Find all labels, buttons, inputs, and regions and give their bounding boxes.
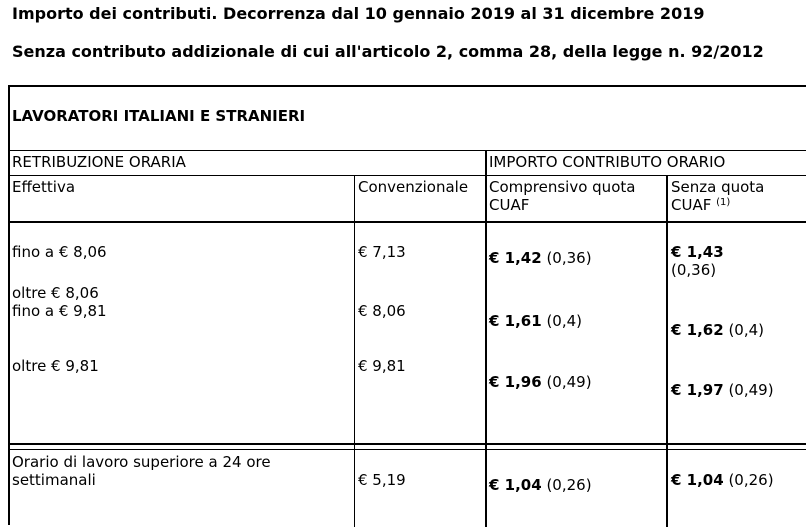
- row4-effettiva-line1: Orario di lavoro superiore a 24 ore: [12, 453, 271, 471]
- header-convenzionale: Convenzionale: [358, 178, 469, 196]
- header-senza-cuaf: CUAF: [671, 196, 712, 214]
- table-rule: [10, 150, 806, 151]
- row1-convenzionale: € 7,13: [358, 243, 406, 261]
- row3-effettiva: oltre € 9,81: [12, 357, 99, 375]
- row2-effettiva-line1: oltre € 8,06: [12, 284, 99, 302]
- row3-senza-value: € 1,97: [671, 381, 724, 399]
- row1-comprensivo-cuaf: (0,36): [546, 249, 592, 267]
- row4-effettiva: [12, 453, 271, 489]
- row4-comprensivo: [489, 476, 592, 494]
- header-importo: IMPORTO CONTRIBUTO ORARIO: [489, 153, 726, 171]
- row1-senza: [671, 243, 724, 279]
- row4-senza-value: € 1,04: [671, 471, 724, 489]
- footnote-ref: (1): [716, 197, 731, 208]
- row3-convenzionale: € 9,81: [358, 357, 406, 375]
- header-comprensivo-line2: CUAF: [489, 196, 530, 214]
- row3-comprensivo-value: € 1,96: [489, 373, 542, 391]
- row4-senza-cuaf: (0,26): [728, 471, 774, 489]
- row2-comprensivo-cuaf: (0,4): [546, 312, 583, 330]
- row3-senza: [671, 381, 774, 399]
- header-effettiva: Effettiva: [12, 178, 76, 196]
- row4-comprensivo-cuaf: (0,26): [546, 476, 592, 494]
- header-senza: [671, 178, 764, 214]
- row1-senza-value: € 1,43: [671, 243, 724, 261]
- table-rule: [10, 443, 806, 445]
- header-comprensivo: [489, 178, 635, 214]
- document-title: Importo dei contributi. Decorrenza dal 10 gennaio 2019 al 31 dicembre 2019: [12, 4, 705, 23]
- row4-effettiva-line2: settimanali: [12, 471, 96, 489]
- row2-effettiva: [12, 284, 107, 320]
- section-heading: LAVORATORI ITALIANI E STRANIERI: [12, 107, 306, 125]
- row2-comprensivo-value: € 1,61: [489, 312, 542, 330]
- header-comprensivo-line1: Comprensivo quota: [489, 178, 636, 196]
- table-column-rule: [485, 150, 487, 527]
- row1-senza-cuaf: (0,36): [671, 261, 717, 279]
- table-column-rule: [666, 175, 668, 527]
- row3-senza-cuaf: (0,49): [728, 381, 774, 399]
- row2-convenzionale: € 8,06: [358, 302, 406, 320]
- table-column-rule: [354, 175, 355, 527]
- row2-senza: [671, 321, 764, 339]
- row2-comprensivo: [489, 312, 582, 330]
- row1-comprensivo: [489, 249, 592, 267]
- table-rule: [10, 175, 806, 176]
- row2-senza-value: € 1,62: [671, 321, 724, 339]
- row4-convenzionale: € 5,19: [358, 471, 406, 489]
- row3-comprensivo-cuaf: (0,49): [546, 373, 592, 391]
- row4-senza: [671, 471, 774, 489]
- row1-effettiva: fino a € 8,06: [12, 243, 107, 261]
- document-subtitle: Senza contributo addizionale di cui all'articolo 2, comma 28, della legge n. 92/2012: [12, 42, 764, 61]
- row2-effettiva-line2: fino a € 9,81: [12, 302, 107, 320]
- header-retribuzione: RETRIBUZIONE ORARIA: [12, 153, 186, 171]
- table-rule: [10, 221, 806, 223]
- contributions-table: [8, 85, 806, 525]
- row2-senza-cuaf: (0,4): [728, 321, 765, 339]
- row4-comprensivo-value: € 1,04: [489, 476, 542, 494]
- header-senza-line2: [671, 196, 764, 214]
- header-senza-line1: Senza quota: [671, 178, 765, 196]
- table-rule: [10, 449, 806, 450]
- row3-comprensivo: [489, 373, 592, 391]
- row1-comprensivo-value: € 1,42: [489, 249, 542, 267]
